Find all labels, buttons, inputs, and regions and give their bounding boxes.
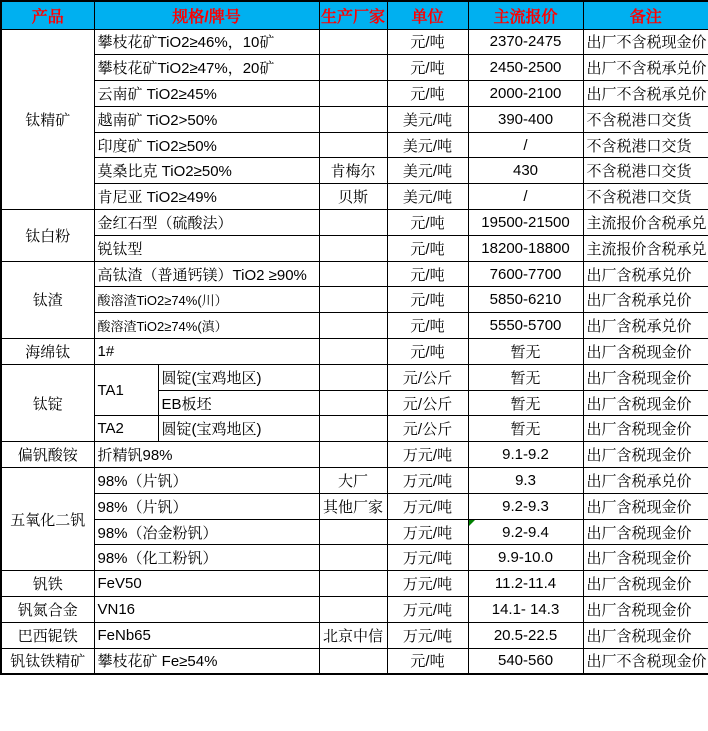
price-cell: /: [468, 132, 583, 158]
product-cell: 海绵钛: [1, 339, 94, 365]
spec-cell: 越南矿 TiO2>50%: [94, 106, 319, 132]
unit-cell: 元/公斤: [387, 390, 468, 416]
comment-triangle-icon: [469, 520, 475, 526]
unit-cell: 元/吨: [387, 261, 468, 287]
spec-cell: VN16: [94, 597, 319, 623]
spec-cell: 圆锭(宝鸡地区): [158, 364, 319, 390]
price-cell: 9.3: [468, 468, 583, 494]
product-cell: 钛锭: [1, 364, 94, 441]
unit-cell: 万元/吨: [387, 545, 468, 571]
table-row: [1, 287, 708, 313]
price-cell: 14.1- 14.3: [468, 597, 583, 623]
note-cell: 出厂不含税现金价: [583, 29, 708, 55]
unit-cell: 万元/吨: [387, 519, 468, 545]
note-cell: 出厂含税现金价: [583, 493, 708, 519]
col-header-price: 主流报价: [468, 1, 583, 29]
note-cell: 出厂含税承兑价: [583, 313, 708, 339]
spec-cell: 1#: [94, 339, 319, 365]
table-row: [1, 55, 708, 81]
price-cell: 9.1-9.2: [468, 442, 583, 468]
spec-cell: 肯尼亚 TiO2≥49%: [94, 184, 319, 210]
product-cell: 钒氮合金: [1, 597, 94, 623]
unit-cell: 万元/吨: [387, 622, 468, 648]
unit-cell: 美元/吨: [387, 158, 468, 184]
vendor-cell: [319, 442, 387, 468]
price-cell: 7600-7700: [468, 261, 583, 287]
spec-cell: 圆锭(宝鸡地区): [158, 416, 319, 442]
unit-cell: 元/吨: [387, 287, 468, 313]
unit-cell: 万元/吨: [387, 571, 468, 597]
table-row: [1, 545, 708, 571]
spec-cell: 折精钒98%: [94, 442, 319, 468]
spec-cell: 云南矿 TiO2≥45%: [94, 81, 319, 107]
note-cell: 不含税港口交货: [583, 184, 708, 210]
spec-cell: 攀枝花矿TiO2≥46%，10矿: [94, 29, 319, 55]
note-cell: 出厂含税现金价: [583, 442, 708, 468]
vendor-cell: [319, 210, 387, 236]
product-cell: 巴西铌铁: [1, 622, 94, 648]
unit-cell: 元/吨: [387, 55, 468, 81]
unit-cell: 万元/吨: [387, 597, 468, 623]
header-row: [1, 1, 708, 29]
product-cell: 钒铁: [1, 571, 94, 597]
unit-cell: 万元/吨: [387, 442, 468, 468]
vendor-cell: 北京中信: [319, 622, 387, 648]
spec-cell: 金红石型（硫酸法）: [94, 210, 319, 236]
price-cell: 9.2-9.3: [468, 493, 583, 519]
vendor-cell: [319, 261, 387, 287]
vendor-cell: [319, 416, 387, 442]
note-cell: 出厂含税现金价: [583, 519, 708, 545]
note-cell: 出厂含税现金价: [583, 545, 708, 571]
price-cell: 2450-2500: [468, 55, 583, 81]
vendor-cell: [319, 364, 387, 390]
table-row: [1, 493, 708, 519]
vendor-cell: 贝斯: [319, 184, 387, 210]
note-cell: 出厂含税现金价: [583, 597, 708, 623]
table-row: [1, 184, 708, 210]
spec-cell: 锐钛型: [94, 235, 319, 261]
vendor-cell: [319, 106, 387, 132]
unit-cell: 元/吨: [387, 210, 468, 236]
note-cell: 出厂含税现金价: [583, 622, 708, 648]
note-cell: 出厂含税现金价: [583, 364, 708, 390]
price-cell: /: [468, 184, 583, 210]
vendor-cell: [319, 571, 387, 597]
note-cell: 出厂含税现金价: [583, 339, 708, 365]
note-cell: 出厂含税现金价: [583, 571, 708, 597]
table-row: [1, 132, 708, 158]
note-cell: 不含税港口交货: [583, 106, 708, 132]
price-cell: 暂无: [468, 416, 583, 442]
vendor-cell: [319, 55, 387, 81]
note-cell: 出厂含税承兑价: [583, 287, 708, 313]
note-cell: 出厂含税承兑价: [583, 261, 708, 287]
price-cell: 暂无: [468, 339, 583, 365]
vendor-cell: [319, 519, 387, 545]
price-cell: 2000-2100: [468, 81, 583, 107]
spec-cell: EB板坯: [158, 390, 319, 416]
unit-cell: 元/公斤: [387, 416, 468, 442]
spec-cell: 98%（片钒）: [94, 468, 319, 494]
product-cell: 钛渣: [1, 261, 94, 338]
price-cell: 430: [468, 158, 583, 184]
vendor-cell: [319, 339, 387, 365]
note-cell: 不含税港口交货: [583, 132, 708, 158]
spec-cell: 印度矿 TiO2≥50%: [94, 132, 319, 158]
vendor-cell: 大厂: [319, 468, 387, 494]
note-cell: 主流报价含税承兑: [583, 210, 708, 236]
unit-cell: 美元/吨: [387, 106, 468, 132]
table-row: [1, 106, 708, 132]
table-row: [1, 261, 708, 287]
price-cell: 9.9-10.0: [468, 545, 583, 571]
vendor-cell: [319, 648, 387, 674]
spec-cell: FeNb65: [94, 622, 319, 648]
note-cell: 出厂不含税承兑价: [583, 81, 708, 107]
product-cell: 钛精矿: [1, 29, 94, 210]
price-cell: 5850-6210: [468, 287, 583, 313]
vendor-cell: [319, 235, 387, 261]
vendor-cell: [319, 29, 387, 55]
price-cell: 暂无: [468, 364, 583, 390]
table-row: [1, 648, 708, 674]
table-row: [1, 210, 708, 236]
col-header-unit: 单位: [387, 1, 468, 29]
table-row: [1, 158, 708, 184]
vendor-cell: 肯梅尔: [319, 158, 387, 184]
table-row: [1, 81, 708, 107]
vendor-cell: [319, 597, 387, 623]
table-row: [1, 339, 708, 365]
price-cell: 18200-18800: [468, 235, 583, 261]
product-cell: 偏钒酸铵: [1, 442, 94, 468]
spec-cell: 98%（片钒）: [94, 493, 319, 519]
col-header-product: 产品: [1, 1, 94, 29]
vendor-cell: [319, 132, 387, 158]
price-cell: 5550-5700: [468, 313, 583, 339]
table-row: [1, 519, 708, 545]
unit-cell: 万元/吨: [387, 493, 468, 519]
spec-cell: 攀枝花矿 Fe≥54%: [94, 648, 319, 674]
note-cell: 出厂不含税现金价: [583, 648, 708, 674]
price-value: 9.2-9.4: [502, 523, 549, 541]
product-cell: 五氧化二钒: [1, 468, 94, 571]
note-cell: 出厂含税现金价: [583, 390, 708, 416]
unit-cell: 元/吨: [387, 339, 468, 365]
price-cell: 390-400: [468, 106, 583, 132]
vendor-cell: [319, 81, 387, 107]
vendor-cell: [319, 545, 387, 571]
price-cell: 20.5-22.5: [468, 622, 583, 648]
spec-cell: FeV50: [94, 571, 319, 597]
vendor-cell: [319, 390, 387, 416]
price-cell: 19500-21500: [468, 210, 583, 236]
spec-cell: 攀枝花矿TiO2≥47%，20矿: [94, 55, 319, 81]
product-cell: 钛白粉: [1, 210, 94, 262]
price-cell: 暂无: [468, 390, 583, 416]
unit-cell: 美元/吨: [387, 184, 468, 210]
vendor-cell: [319, 313, 387, 339]
note-cell: 出厂不含税承兑价: [583, 55, 708, 81]
spec-cell: 高钛渣（普通钙镁）TiO2 ≥90%: [94, 261, 319, 287]
unit-cell: 元/吨: [387, 29, 468, 55]
unit-cell: 元/公斤: [387, 364, 468, 390]
col-header-note: 备注: [583, 1, 708, 29]
table-row: [1, 622, 708, 648]
unit-cell: 元/吨: [387, 313, 468, 339]
unit-cell: 万元/吨: [387, 468, 468, 494]
table-row: [1, 468, 708, 494]
unit-cell: 元/吨: [387, 235, 468, 261]
note-cell: 出厂含税承兑价: [583, 468, 708, 494]
vendor-cell: 其他厂家: [319, 493, 387, 519]
price-cell: [468, 519, 583, 545]
col-header-spec: 规格/牌号: [94, 1, 319, 29]
price-cell: 11.2-11.4: [468, 571, 583, 597]
table-row: [1, 442, 708, 468]
note-cell: 出厂含税现金价: [583, 416, 708, 442]
spec-cell: 98%（化工粉钒）: [94, 545, 319, 571]
unit-cell: 元/吨: [387, 648, 468, 674]
unit-cell: 元/吨: [387, 81, 468, 107]
grade-cell: TA1: [94, 364, 158, 416]
price-cell: 2370-2475: [468, 29, 583, 55]
table-row: [1, 235, 708, 261]
product-cell: 钒钛铁精矿: [1, 648, 94, 674]
note-cell: 不含税港口交货: [583, 158, 708, 184]
grade-cell: TA2: [94, 416, 158, 442]
spec-cell: 莫桑比克 TiO2≥50%: [94, 158, 319, 184]
spec-cell: 酸溶渣TiO2≥74%(川）: [94, 287, 319, 313]
unit-cell: 美元/吨: [387, 132, 468, 158]
col-header-vendor: 生产厂家: [319, 1, 387, 29]
note-cell: 主流报价含税承兑: [583, 235, 708, 261]
table-row: [1, 571, 708, 597]
vendor-cell: [319, 287, 387, 313]
spec-cell: 98%（冶金粉钒）: [94, 519, 319, 545]
table-row: [1, 597, 708, 623]
spec-cell: 酸溶渣TiO2≥74%(滇）: [94, 313, 319, 339]
table-row: [1, 364, 708, 390]
price-cell: 540-560: [468, 648, 583, 674]
table-row: [1, 29, 708, 55]
table-row: [1, 416, 708, 442]
table-row: [1, 313, 708, 339]
